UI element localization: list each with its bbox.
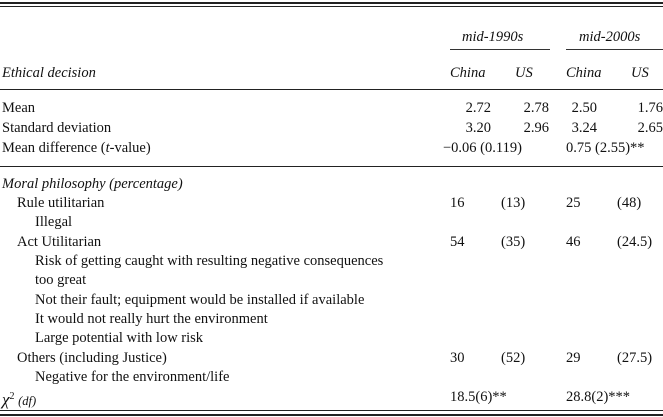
moral-act-sub-1-cont: too great (35, 272, 87, 288)
moral-rule-china-1990s: 16 (450, 195, 465, 211)
moral-others-us-1990s: (52) (501, 350, 526, 366)
mean-diff-suffix: -value) (109, 140, 151, 156)
stat-mean-china-1990s: 2.72 (465, 100, 491, 116)
col-header-china-1990s: China (450, 65, 486, 81)
moral-others-china-1990s: 30 (450, 350, 465, 366)
chi-sup: 2 (9, 391, 15, 402)
moral-others-us-2000s: (27.5) (617, 350, 653, 366)
moral-act-sub-1: Risk of getting caught with resulting negative consequences (35, 253, 384, 269)
chi-square-1990s: 18.5(6)** (450, 389, 507, 405)
stat-mean-us-1990s: 2.78 (523, 100, 549, 116)
stat-mean-china-2000s: 2.50 (571, 100, 597, 116)
group-header-2000s: mid-2000s (579, 29, 641, 45)
bottom-rule-1 (0, 410, 663, 411)
moral-rule-us-1990s: (13) (501, 195, 526, 211)
stat-sd-china-2000s: 3.24 (571, 120, 597, 136)
top-rule-1 (0, 2, 663, 4)
chi-square-2000s: 28.8(2)*** (566, 389, 631, 405)
moral-act-sub-2: Not their fault; equipment would be installed if available (35, 292, 365, 308)
bottom-rule-2 (0, 414, 663, 416)
moral-label-others: Others (including Justice) (17, 350, 167, 366)
stat-mean-us-2000s: 1.76 (637, 100, 663, 116)
stat-label-sd: Standard deviation (2, 120, 112, 136)
group-header-1990s: mid-1990s (462, 29, 524, 45)
stat-label-mean: Mean (2, 100, 36, 116)
moral-rule-china-2000s: 25 (566, 195, 581, 211)
group-underline-1990s (450, 49, 550, 50)
moral-others-sub-1: Negative for the environment/life (35, 369, 230, 385)
group-underline-2000s (566, 49, 663, 50)
moral-act-sub-4: Large potential with low risk (35, 330, 204, 346)
chi-df: (df) (18, 393, 37, 408)
moral-act-us-2000s: (24.5) (617, 234, 653, 250)
mean-diff-2000s: 0.75 (2.55)** (566, 140, 645, 156)
moral-rule-us-2000s: (48) (617, 195, 642, 211)
section-rule (0, 166, 663, 167)
moral-act-sub-3: It would not really hurt the environment (35, 311, 268, 327)
moral-others-china-2000s: 29 (566, 350, 581, 366)
chi-square-label (2, 388, 36, 410)
stat-sd-us-1990s: 2.96 (523, 120, 549, 136)
mean-diff-1990s: −0.06 (0.119) (443, 140, 522, 156)
stat-sd-us-2000s: 2.65 (637, 120, 663, 136)
moral-label-rule-util: Rule utilitarian (17, 195, 105, 211)
top-rule-2 (0, 6, 663, 7)
moral-act-china-1990s: 54 (450, 234, 465, 250)
moral-act-china-2000s: 46 (566, 234, 581, 250)
moral-act-us-1990s: (35) (501, 234, 526, 250)
col-header-us-2000s: US (631, 65, 649, 81)
moral-label-act-util: Act Utilitarian (17, 234, 102, 250)
moral-section-title: Moral philosophy (percentage) (2, 176, 183, 192)
row-header-label: Ethical decision (2, 65, 96, 81)
moral-rule-sub-illegal: Illegal (35, 214, 73, 230)
header-rule (0, 89, 663, 90)
stat-sd-china-1990s: 3.20 (465, 120, 491, 136)
stat-label-mean-diff (2, 139, 151, 157)
col-header-china-2000s: China (566, 65, 602, 81)
chi-symbol: χ (2, 389, 10, 409)
col-header-us-1990s: US (515, 65, 533, 81)
mean-diff-t: t (105, 140, 110, 156)
mean-diff-prefix: Mean difference ( (2, 140, 106, 156)
